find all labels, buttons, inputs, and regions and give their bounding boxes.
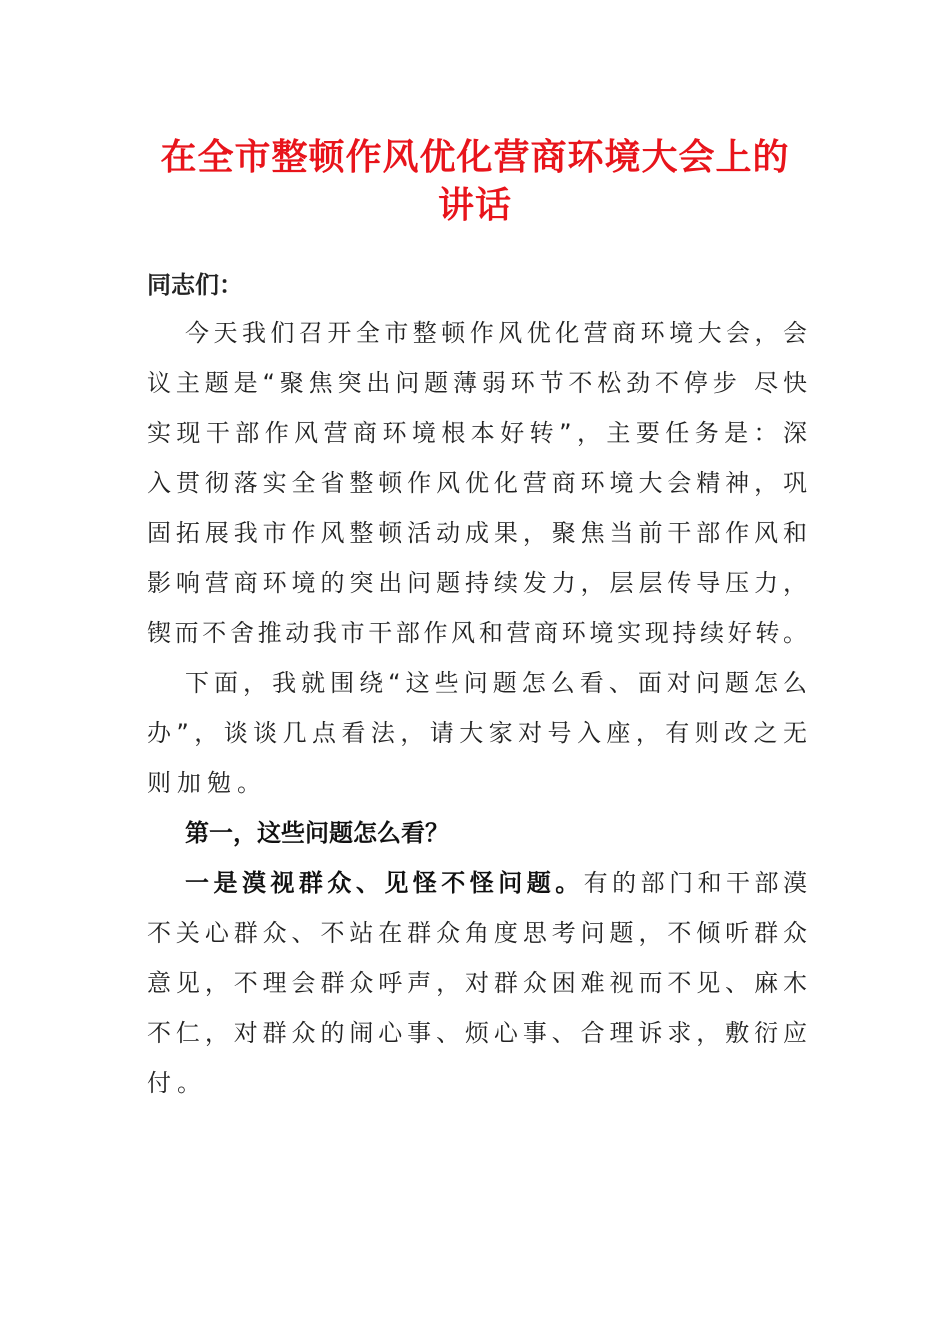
document-title-line-1: 在全市整顿作风优化营商环境大会上的	[160, 136, 790, 178]
paragraph-1-line: 锲而不舍推动我市干部作风和营商环境实现持续好转。	[147, 619, 807, 647]
paragraph-2-line: 则加勉。	[147, 769, 267, 797]
point-1-line-rest: 有的部门和干部漠	[583, 869, 808, 897]
point-1-line: 付。	[147, 1069, 207, 1097]
paragraph-1-line: 实现干部作风营商环境根本好转”，主要任务是：深	[147, 419, 807, 447]
document-title-line-2: 讲话	[437, 184, 512, 226]
salutation: 同志们：	[147, 271, 243, 299]
section-heading: 第一，这些问题怎么看？	[185, 819, 449, 847]
point-1-lead: 一是漠视群众、见怪不怪问题。	[185, 869, 584, 897]
paragraph-1-line: 今天我们召开全市整顿作风优化营商环境大会，会	[185, 319, 807, 347]
point-1-line: 不关心群众、不站在群众角度思考问题，不倾听群众	[147, 919, 807, 947]
paragraph-1-line: 入贯彻落实全省整顿作风优化营商环境大会精神，巩	[147, 469, 807, 497]
paragraph-1-line: 议主题是“聚焦突出问题薄弱环节不松劲不停步 尽快	[147, 369, 807, 397]
paragraph-1-line: 影响营商环境的突出问题持续发力，层层传导压力，	[147, 569, 807, 597]
point-1-line: 意见，不理会群众呼声，对群众困难视而不见、麻木	[147, 969, 807, 997]
point-1-first-line	[185, 858, 807, 908]
paragraph-2-line: 下面，我就围绕“这些问题怎么看、面对问题怎么	[185, 669, 807, 697]
paragraph-1-line: 固拓展我市作风整顿活动成果，聚焦当前干部作风和	[147, 519, 807, 547]
point-1-line: 不仁，对群众的闹心事、烦心事、合理诉求，敷衍应	[147, 1019, 807, 1047]
paragraph-2-line: 办”，谈谈几点看法，请大家对号入座，有则改之无	[147, 719, 807, 747]
